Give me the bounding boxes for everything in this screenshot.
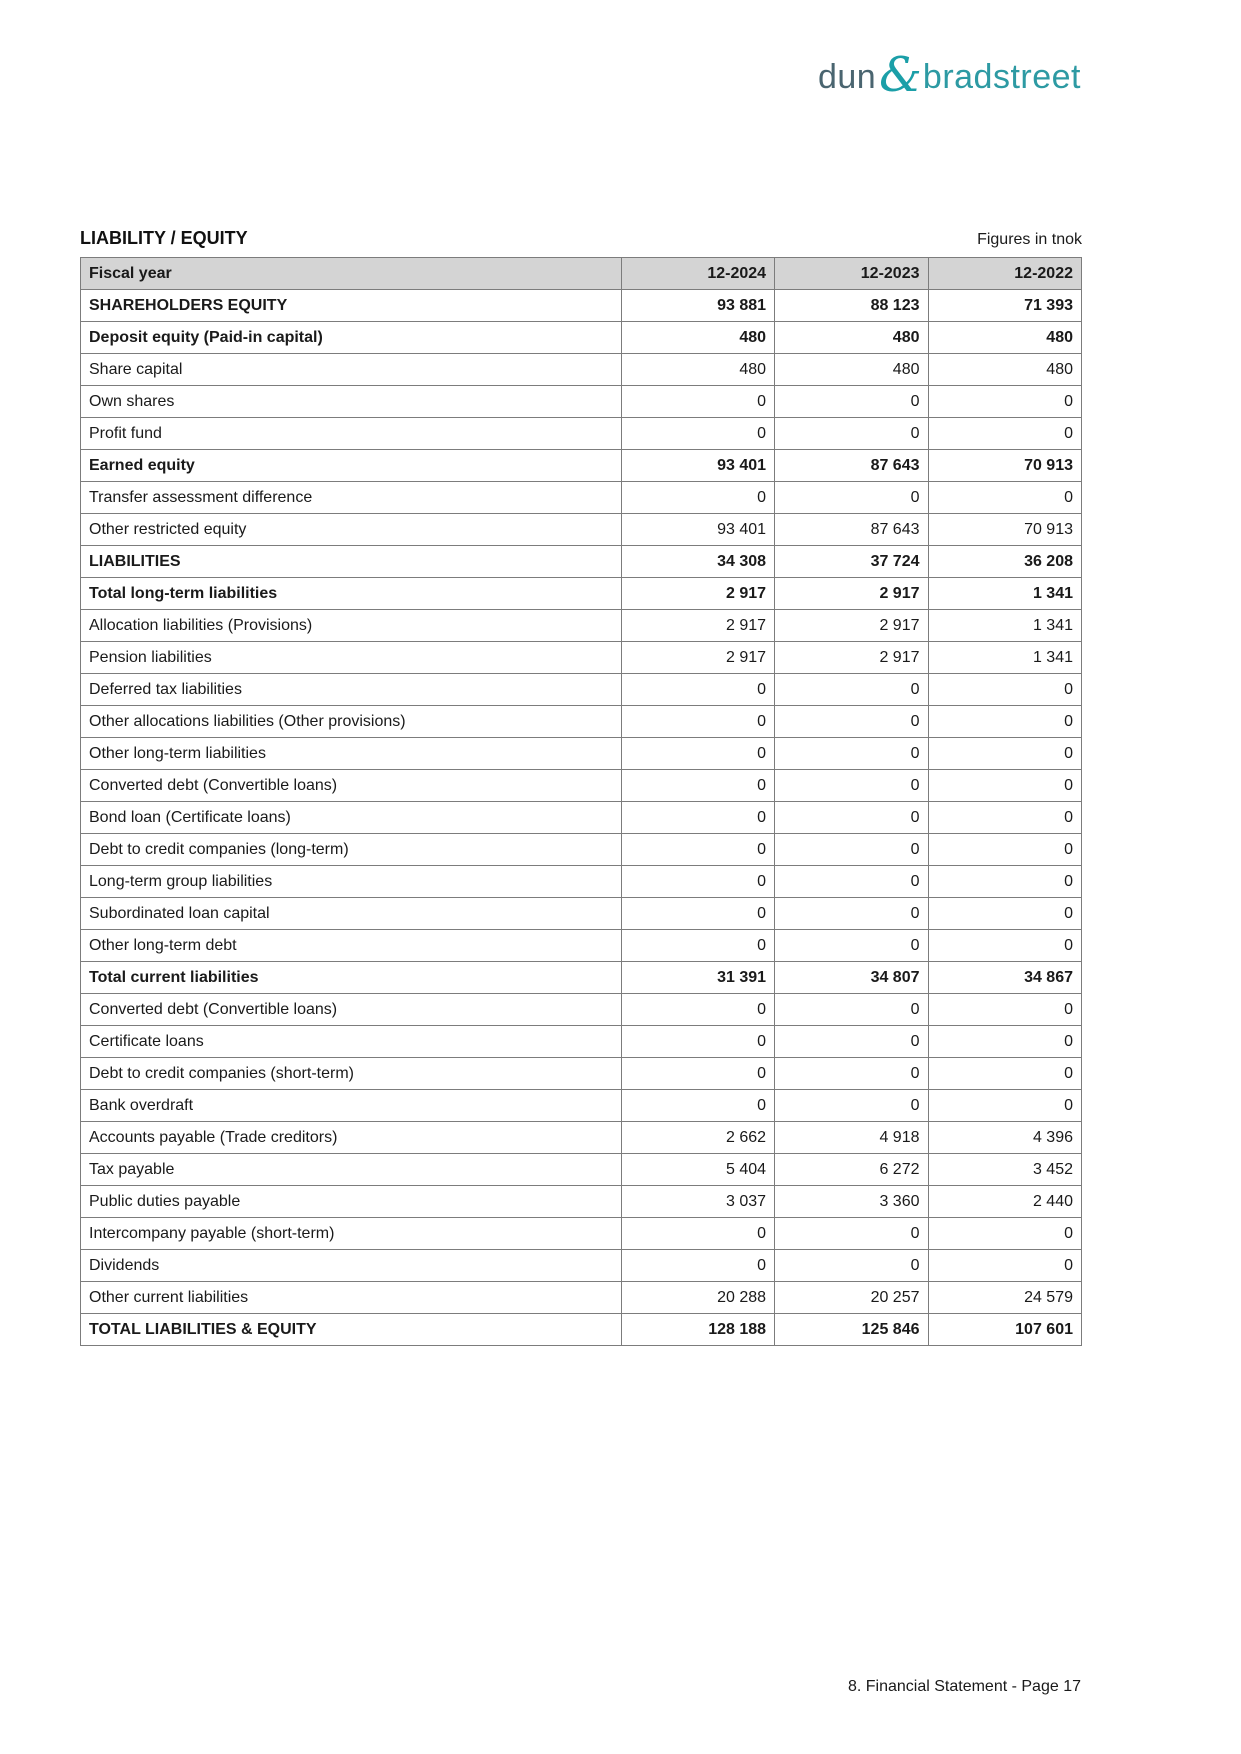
row-label: Share capital <box>81 354 622 386</box>
table-row <box>81 1282 1082 1314</box>
row-value: 0 <box>928 674 1082 706</box>
row-value: 34 308 <box>621 546 774 578</box>
row-value: 0 <box>621 1058 774 1090</box>
row-value: 6 272 <box>775 1154 928 1186</box>
liability-table-body <box>81 290 1082 1346</box>
row-value: 0 <box>928 994 1082 1026</box>
row-label: Other restricted equity <box>81 514 622 546</box>
table-row <box>81 994 1082 1026</box>
row-value: 128 188 <box>621 1314 774 1346</box>
row-label: Converted debt (Convertible loans) <box>81 994 622 1026</box>
row-value: 480 <box>621 322 774 354</box>
row-label: SHAREHOLDERS EQUITY <box>81 290 622 322</box>
row-value: 3 360 <box>775 1186 928 1218</box>
row-value: 87 643 <box>775 514 928 546</box>
row-value: 0 <box>928 386 1082 418</box>
row-label: Profit fund <box>81 418 622 450</box>
row-value: 0 <box>775 706 928 738</box>
table-row <box>81 1090 1082 1122</box>
row-value: 0 <box>775 866 928 898</box>
row-value: 3 452 <box>928 1154 1082 1186</box>
row-value: 0 <box>928 1218 1082 1250</box>
row-label: Transfer assessment difference <box>81 482 622 514</box>
row-value: 70 913 <box>928 514 1082 546</box>
row-value: 70 913 <box>928 450 1082 482</box>
logo-text-bradstreet: bradstreet <box>922 58 1081 96</box>
table-row <box>81 1186 1082 1218</box>
row-value: 0 <box>928 1250 1082 1282</box>
row-label: Intercompany payable (short-term) <box>81 1218 622 1250</box>
row-value: 0 <box>621 738 774 770</box>
row-value: 0 <box>775 386 928 418</box>
row-label: Earned equity <box>81 450 622 482</box>
row-value: 0 <box>928 930 1082 962</box>
table-row <box>81 866 1082 898</box>
row-label: Other allocations liabilities (Other provisions) <box>81 706 622 738</box>
table-row <box>81 514 1082 546</box>
row-label: Bond loan (Certificate loans) <box>81 802 622 834</box>
row-label: Allocation liabilities (Provisions) <box>81 610 622 642</box>
row-value: 0 <box>621 834 774 866</box>
row-value: 0 <box>775 930 928 962</box>
table-row <box>81 578 1082 610</box>
row-value: 2 917 <box>775 642 928 674</box>
row-value: 20 257 <box>775 1282 928 1314</box>
row-value: 4 396 <box>928 1122 1082 1154</box>
table-row <box>81 1058 1082 1090</box>
row-value: 24 579 <box>928 1282 1082 1314</box>
row-label: TOTAL LIABILITIES & EQUITY <box>81 1314 622 1346</box>
row-value: 0 <box>775 770 928 802</box>
row-value: 2 917 <box>775 610 928 642</box>
row-value: 480 <box>621 354 774 386</box>
row-value: 36 208 <box>928 546 1082 578</box>
row-value: 0 <box>775 1090 928 1122</box>
table-header <box>81 258 1082 290</box>
row-value: 0 <box>621 802 774 834</box>
row-value: 0 <box>928 482 1082 514</box>
table-row <box>81 546 1082 578</box>
row-label: Accounts payable (Trade creditors) <box>81 1122 622 1154</box>
row-value: 0 <box>928 770 1082 802</box>
row-value: 480 <box>928 322 1082 354</box>
column-header-12-2024: 12-2024 <box>621 258 774 290</box>
column-header-12-2023: 12-2023 <box>775 258 928 290</box>
section-header <box>80 228 1082 249</box>
row-value: 2 917 <box>621 642 774 674</box>
table-header-row <box>81 258 1082 290</box>
row-value: 0 <box>621 898 774 930</box>
column-header-12-2022: 12-2022 <box>928 258 1082 290</box>
logo-text-dun: dun <box>817 58 877 96</box>
row-value: 4 918 <box>775 1122 928 1154</box>
row-value: 125 846 <box>775 1314 928 1346</box>
row-value: 0 <box>928 738 1082 770</box>
row-value: 93 401 <box>621 514 774 546</box>
row-value: 0 <box>621 1090 774 1122</box>
row-value: 0 <box>775 674 928 706</box>
page-footer: 8. Financial Statement - Page 17 <box>847 1678 1081 1695</box>
row-value: 480 <box>928 354 1082 386</box>
row-value: 0 <box>775 1250 928 1282</box>
row-value: 2 917 <box>621 578 774 610</box>
table-row <box>81 738 1082 770</box>
row-label: Total long-term liabilities <box>81 578 622 610</box>
row-value: 0 <box>775 994 928 1026</box>
row-label: Pension liabilities <box>81 642 622 674</box>
column-header-fiscal-year: Fiscal year <box>81 258 622 290</box>
row-label: LIABILITIES <box>81 546 622 578</box>
row-value: 0 <box>621 930 774 962</box>
row-value: 0 <box>928 418 1082 450</box>
figures-unit-note: Figures in tnok <box>977 231 1082 248</box>
table-row <box>81 1122 1082 1154</box>
table-row <box>81 386 1082 418</box>
row-value: 3 037 <box>621 1186 774 1218</box>
table-row <box>81 706 1082 738</box>
row-value: 0 <box>928 802 1082 834</box>
row-value: 0 <box>621 706 774 738</box>
row-value: 2 662 <box>621 1122 774 1154</box>
statement-content <box>80 228 1082 1346</box>
row-value: 31 391 <box>621 962 774 994</box>
row-label: Other long-term debt <box>81 930 622 962</box>
row-value: 0 <box>621 1026 774 1058</box>
row-value: 37 724 <box>775 546 928 578</box>
row-label: Debt to credit companies (long-term) <box>81 834 622 866</box>
row-label: Tax payable <box>81 1154 622 1186</box>
row-value: 0 <box>775 834 928 866</box>
row-value: 0 <box>621 482 774 514</box>
table-row <box>81 290 1082 322</box>
row-value: 34 867 <box>928 962 1082 994</box>
dun-and-bradstreet-logo: dun & bradstreet <box>817 47 1081 103</box>
page-title: LIABILITY / EQUITY <box>80 228 248 248</box>
row-value: 107 601 <box>928 1314 1082 1346</box>
row-value: 0 <box>621 994 774 1026</box>
row-label: Total current liabilities <box>81 962 622 994</box>
row-label: Public duties payable <box>81 1186 622 1218</box>
row-value: 93 401 <box>621 450 774 482</box>
row-value: 480 <box>775 354 928 386</box>
row-value: 0 <box>928 898 1082 930</box>
row-value: 2 440 <box>928 1186 1082 1218</box>
table-row <box>81 642 1082 674</box>
row-label: Bank overdraft <box>81 1090 622 1122</box>
row-value: 0 <box>621 386 774 418</box>
row-label: Deposit equity (Paid-in capital) <box>81 322 622 354</box>
row-value: 0 <box>621 418 774 450</box>
row-value: 0 <box>621 1250 774 1282</box>
table-row <box>81 1218 1082 1250</box>
row-value: 0 <box>775 482 928 514</box>
table-row <box>81 962 1082 994</box>
row-label: Subordinated loan capital <box>81 898 622 930</box>
row-value: 5 404 <box>621 1154 774 1186</box>
row-value: 0 <box>775 738 928 770</box>
row-value: 88 123 <box>775 290 928 322</box>
row-value: 0 <box>775 418 928 450</box>
table-row <box>81 898 1082 930</box>
row-value: 1 341 <box>928 642 1082 674</box>
row-value: 1 341 <box>928 610 1082 642</box>
row-value: 0 <box>621 866 774 898</box>
table-row <box>81 482 1082 514</box>
row-value: 0 <box>775 1026 928 1058</box>
row-value: 480 <box>775 322 928 354</box>
table-row <box>81 930 1082 962</box>
row-value: 0 <box>775 898 928 930</box>
row-label: Other long-term liabilities <box>81 738 622 770</box>
row-value: 0 <box>775 1058 928 1090</box>
table-row <box>81 834 1082 866</box>
row-value: 87 643 <box>775 450 928 482</box>
row-value: 0 <box>928 706 1082 738</box>
row-value: 0 <box>621 1218 774 1250</box>
table-row <box>81 610 1082 642</box>
row-value: 0 <box>775 802 928 834</box>
row-value: 0 <box>928 834 1082 866</box>
row-label: Other current liabilities <box>81 1282 622 1314</box>
row-value: 0 <box>621 770 774 802</box>
row-value: 0 <box>928 1026 1082 1058</box>
table-row <box>81 802 1082 834</box>
row-value: 34 807 <box>775 962 928 994</box>
row-label: Dividends <box>81 1250 622 1282</box>
row-value: 2 917 <box>621 610 774 642</box>
row-value: 1 341 <box>928 578 1082 610</box>
row-label: Long-term group liabilities <box>81 866 622 898</box>
row-value: 0 <box>928 1090 1082 1122</box>
row-value: 71 393 <box>928 290 1082 322</box>
row-value: 0 <box>621 674 774 706</box>
table-row <box>81 1154 1082 1186</box>
row-label: Certificate loans <box>81 1026 622 1058</box>
row-value: 0 <box>928 866 1082 898</box>
table-row <box>81 770 1082 802</box>
table-row <box>81 674 1082 706</box>
table-row <box>81 1026 1082 1058</box>
table-row <box>81 322 1082 354</box>
liability-equity-table <box>80 257 1082 1346</box>
row-value: 2 917 <box>775 578 928 610</box>
table-row <box>81 1250 1082 1282</box>
table-row <box>81 1314 1082 1346</box>
table-row <box>81 354 1082 386</box>
row-value: 0 <box>928 1058 1082 1090</box>
row-value: 0 <box>775 1218 928 1250</box>
row-label: Own shares <box>81 386 622 418</box>
row-value: 20 288 <box>621 1282 774 1314</box>
row-value: 93 881 <box>621 290 774 322</box>
row-label: Deferred tax liabilities <box>81 674 622 706</box>
table-row <box>81 418 1082 450</box>
table-row <box>81 450 1082 482</box>
row-label: Converted debt (Convertible loans) <box>81 770 622 802</box>
row-label: Debt to credit companies (short-term) <box>81 1058 622 1090</box>
